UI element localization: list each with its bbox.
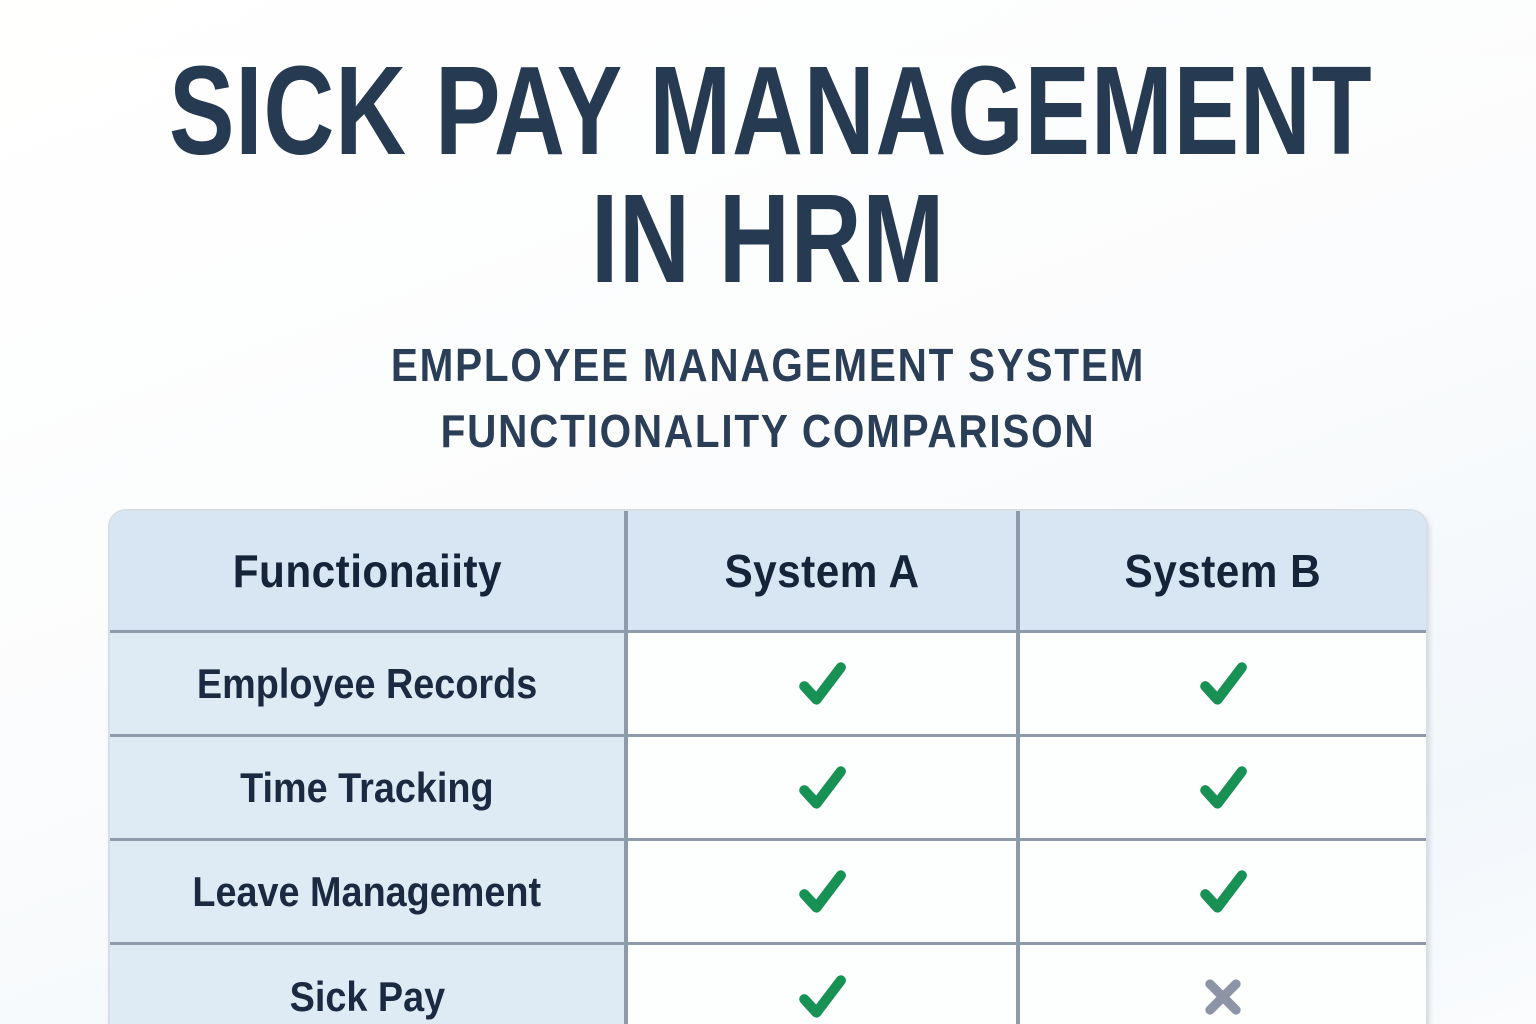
check-icon xyxy=(1192,757,1254,819)
column-header-functionality-label: Functionaiity xyxy=(232,544,502,597)
system-b-cell xyxy=(1020,633,1426,737)
check-icon xyxy=(791,757,853,819)
x-icon xyxy=(1197,971,1249,1023)
system-a-mark xyxy=(791,757,853,819)
column-header-system-b xyxy=(1020,511,1426,633)
infographic-page xyxy=(0,40,1536,1024)
system-b-mark xyxy=(1192,757,1254,819)
column-header-system-a xyxy=(628,511,1020,633)
check-icon xyxy=(791,966,853,1024)
system-b-mark xyxy=(1192,653,1254,715)
page-subtitle-line-2: FUNCTIONALITY COMPARISON xyxy=(440,405,1096,458)
table-row-label xyxy=(110,737,628,841)
system-a-cell xyxy=(628,737,1020,841)
table-row-label xyxy=(110,841,628,945)
page-subtitle-line-1: EMPLOYEE MANAGEMENT SYSTEM xyxy=(390,338,1146,391)
page-title-line-1: SICK PAY MANAGEMENT xyxy=(168,40,1373,181)
check-icon xyxy=(791,653,853,715)
system-b-cell xyxy=(1020,945,1426,1024)
comparison-table xyxy=(108,509,1428,1024)
row-label-text: Leave Management xyxy=(192,867,542,915)
system-a-cell xyxy=(628,945,1020,1024)
system-a-cell xyxy=(628,633,1020,737)
system-b-mark xyxy=(1192,861,1254,923)
system-b-cell xyxy=(1020,737,1426,841)
check-icon xyxy=(1192,861,1254,923)
row-label-text: Sick Pay xyxy=(289,973,445,1021)
column-header-functionality xyxy=(110,511,628,633)
system-a-mark xyxy=(791,966,853,1024)
system-a-mark xyxy=(791,861,853,923)
system-b-mark xyxy=(1197,971,1249,1023)
table-row-label xyxy=(110,633,628,737)
column-header-system-b-label: System B xyxy=(1124,544,1322,597)
row-label-text: Time Tracking xyxy=(240,763,494,811)
check-icon xyxy=(791,861,853,923)
system-a-mark xyxy=(791,653,853,715)
page-title xyxy=(0,40,1536,309)
page-title-line-2: IN HRM xyxy=(590,167,946,309)
system-a-cell xyxy=(628,841,1020,945)
row-label-text: Employee Records xyxy=(196,659,538,707)
page-subtitle xyxy=(0,332,1536,465)
table-row-label xyxy=(110,945,628,1024)
system-b-cell xyxy=(1020,841,1426,945)
check-icon xyxy=(1192,653,1254,715)
column-header-system-a-label: System A xyxy=(724,544,920,597)
